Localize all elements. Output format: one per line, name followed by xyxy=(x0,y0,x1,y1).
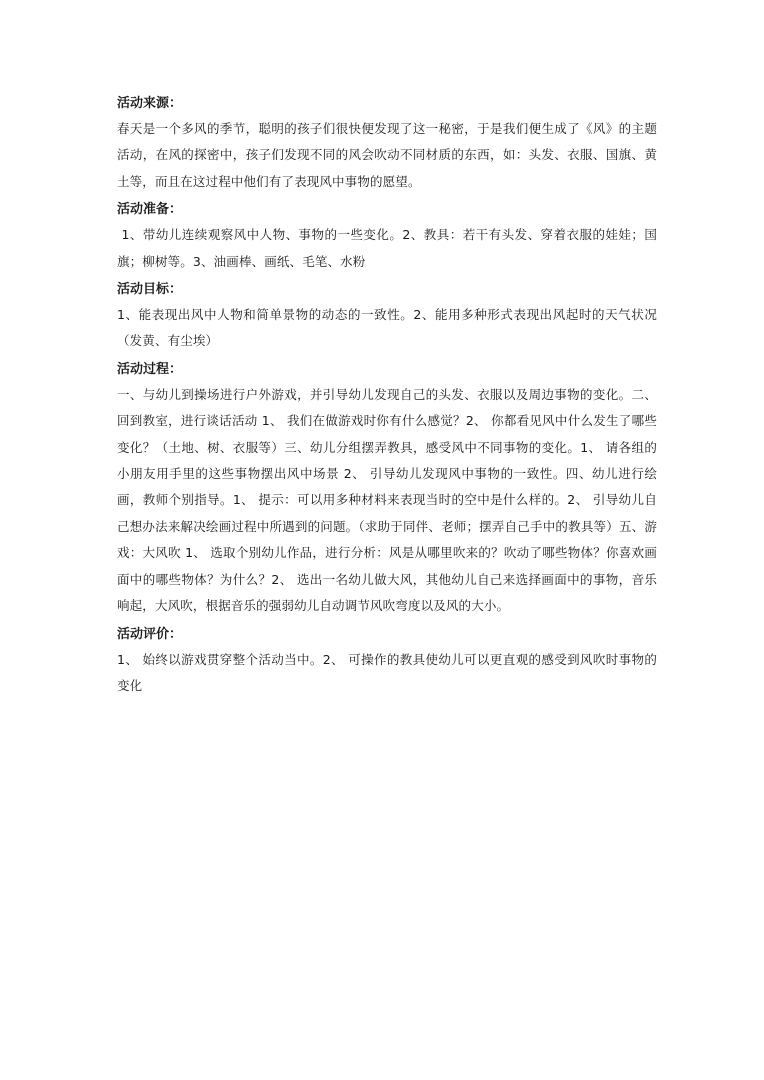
section-preparation xyxy=(117,198,657,275)
section-heading-process: 活动过程： xyxy=(117,361,183,377)
section-heading-preparation: 活动准备： xyxy=(117,202,183,218)
document-page xyxy=(117,92,657,702)
section-body-preparation: 1、带幼儿连续观察风中人物、事物的一些变化。2、教具：若干有头发、穿着衣服的娃娃；国旗；柳树等。3、油画棒、画纸、毛笔、水粉 xyxy=(117,227,657,269)
section-body-process: 一、与幼儿到操场进行户外游戏，并引导幼儿发现自己的头发、衣服以及周边事物的变化。二、回到教室，进行谈话活动 1、 我们在做游戏时你有什么感觉？2、 你都看见风中什么发生了哪些变化？（土地、树、衣服等）三、幼儿分组摆弄教具，感受风中不同事物的变化。1、 请各组的小朋友用手里的这些事物摆出风中场景 2、 引导幼儿发现风中事物的一致性。四、幼儿进行绘画，教师个别指导。1、 提示：可以用多种材料来表现当时的空中是什么样的。2、 引导幼儿自己想办法来解决绘画过程中所遇到的问题。（求助于同伴、老师；摆弄自己手中的教具等）五、游戏：大风吹 1、 选取个别幼儿作品，进行分析：风是从哪里吹来的？吹动了哪些物体？你喜欢画面中的哪些物体？为什么？2、 选出一名幼儿做大风，其他幼儿自己来选择画面中的事物，音乐响起，大风吹，根据音乐的强弱幼儿自动调节风吹弯度以及风的大小。 xyxy=(117,386,657,614)
section-evaluation xyxy=(117,623,657,700)
section-heading-source: 活动来源： xyxy=(117,96,183,111)
section-source xyxy=(117,92,657,195)
section-process xyxy=(117,358,657,620)
section-heading-evaluation: 活动评价： xyxy=(117,626,183,642)
section-body-source: 春天是一个多风的季节，聪明的孩子们很快便发现了这一秘密，于是我们便生成了《风》的主题活动，在风的探密中，孩子们发现不同的风会吹动不同材质的东西，如：头发、衣服、国旗、黄土等，而且在这过程中他们有了表现风中事物的愿望。 xyxy=(117,121,657,189)
section-heading-goals: 活动目标： xyxy=(117,282,183,298)
section-body-evaluation: 1、 始终以游戏贯穿整个活动当中。2、 可操作的教具使幼儿可以更直观的感受到风吹时事物的变化 xyxy=(117,651,657,693)
section-goals xyxy=(117,278,657,355)
section-body-goals: 1、能表现出风中人物和简单景物的动态的一致性。2、能用多种形式表现出风起时的天气状况（发黄、有尘埃） xyxy=(117,307,657,349)
